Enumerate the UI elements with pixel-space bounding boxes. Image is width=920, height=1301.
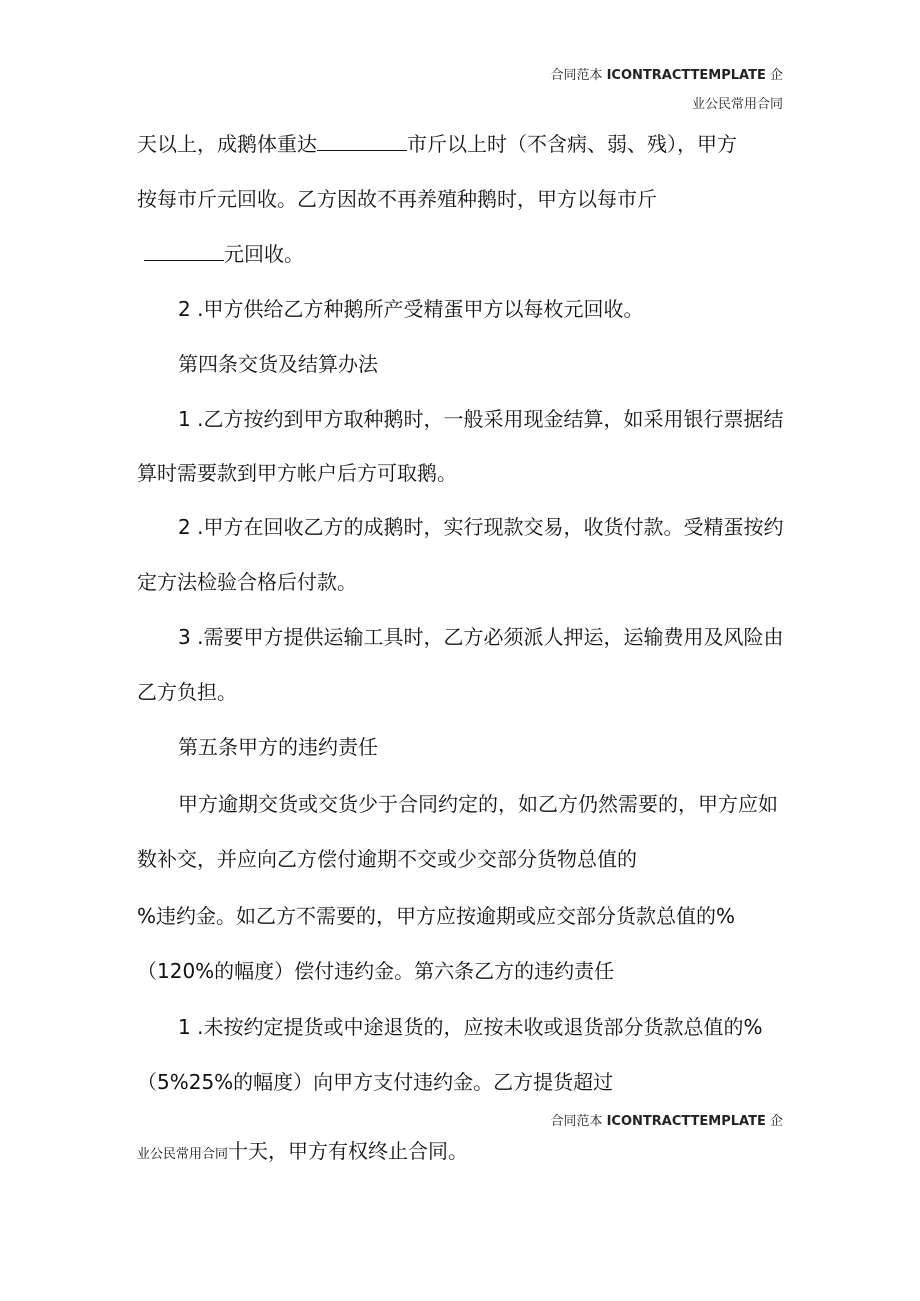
line-1-text-a: 天以上，成鹅体重达 xyxy=(137,132,317,156)
body-line-18: （5%25%的幅度）向甲方支付违约金。乙方提货超过 xyxy=(137,1070,614,1094)
body-line-17: 1 .未按约定提货或中途退货的，应按未收或退货部分货款总值的% xyxy=(178,1015,763,1039)
line-3-text: 元回收。 xyxy=(224,242,304,266)
body-line-7: 算时需要款到甲方帐户后方可取鹅。 xyxy=(137,461,457,485)
footer-suffix: 企 xyxy=(769,1114,783,1129)
body-line-1 xyxy=(137,130,737,158)
footer-brand xyxy=(550,1110,783,1129)
footer-prefix: 合同范本 xyxy=(550,1114,603,1129)
body-line-6: 1 .乙方按约到甲方取种鹅时，一般采用现金结算，如采用银行票据结 xyxy=(178,407,784,431)
header-brand xyxy=(550,64,783,83)
body-line-13: 甲方逾期交货或交货少于合同约定的，如乙方仍然需要的，甲方应如 xyxy=(178,792,778,816)
header-subtitle: 业公民常用合同 xyxy=(691,97,783,112)
body-line-8: 2 .甲方在回收乙方的成鹅时，实行现款交易，收货付款。受精蛋按约 xyxy=(178,515,784,539)
header-suffix: 企 xyxy=(769,68,783,83)
blank-price xyxy=(144,240,224,261)
footer-subtitle: 业公民常用合同 xyxy=(137,1147,229,1162)
body-line-14: 数补交，并应向乙方偿付逾期不交或少交部分货物总值的 xyxy=(137,847,637,871)
body-line-2: 按每市斤元回收。乙方因故不再养殖种鹅时，甲方以每市斤 xyxy=(137,187,657,211)
body-line-3 xyxy=(144,240,304,268)
footer-template-label: ICONTRACTTEMPLATE xyxy=(606,1114,766,1129)
section-5-heading: 第五条甲方的违约责任 xyxy=(178,735,378,759)
body-line-16: （120%的幅度）偿付违约金。第六条乙方的违约责任 xyxy=(137,959,615,983)
blank-weight xyxy=(317,130,407,151)
final-clause: 十天，甲方有权终止合同。 xyxy=(228,1139,469,1163)
body-line-11: 乙方负担。 xyxy=(137,680,237,704)
header-prefix: 合同范本 xyxy=(550,68,603,83)
body-line-15: %违约金。如乙方不需要的，甲方应按逾期或应交部分货款总值的% xyxy=(137,904,736,928)
body-line-4: 2 .甲方供给乙方种鹅所产受精蛋甲方以每枚元回收。 xyxy=(178,297,644,321)
body-line-10: 3 .需要甲方提供运输工具时，乙方必须派人押运，运输费用及风险由 xyxy=(178,625,784,649)
header-template-label: ICONTRACTTEMPLATE xyxy=(606,68,766,83)
body-line-9: 定方法检验合格后付款。 xyxy=(137,570,357,594)
footer-line xyxy=(137,1137,468,1169)
line-1-text-b: 市斤以上时（不含病、弱、残），甲方 xyxy=(407,132,737,156)
section-4-heading: 第四条交货及结算办法 xyxy=(178,352,378,376)
